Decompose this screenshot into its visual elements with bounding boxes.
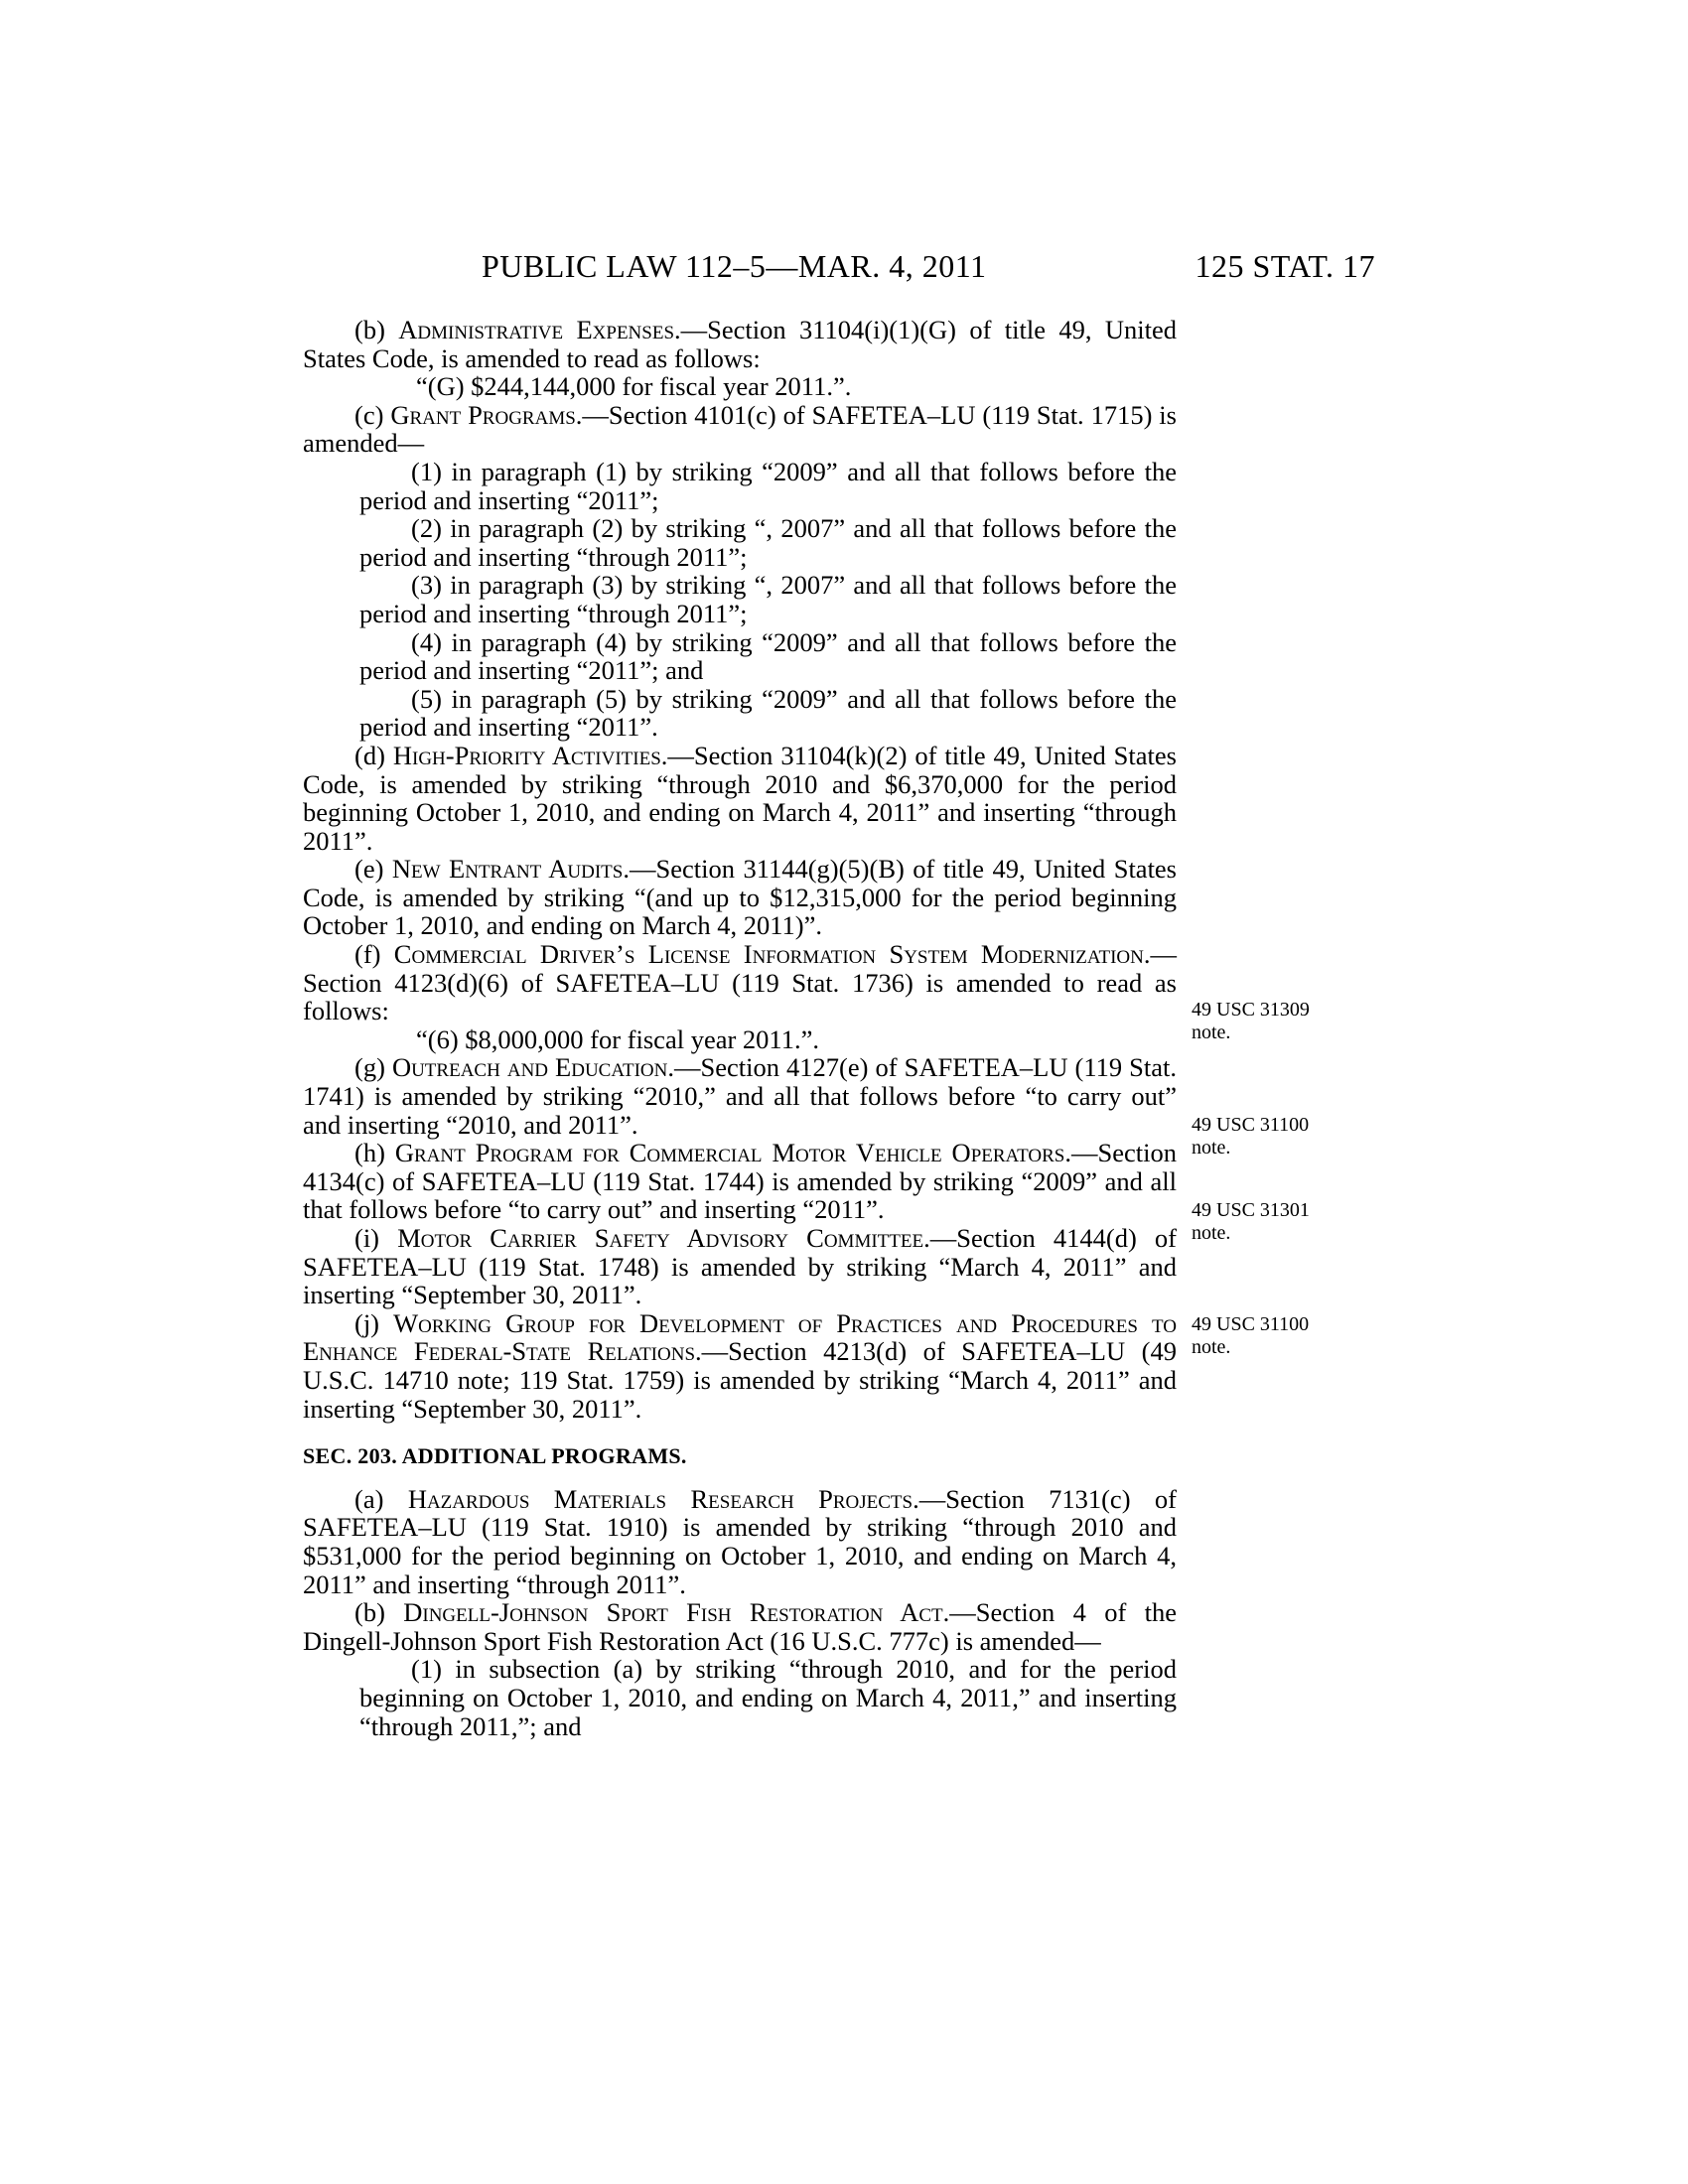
paragraph-c4: (4) in paragraph (4) by striking “2009” and all that follows before the period and inserting “2011”; and — [359, 626, 1177, 686]
quote-b: “(G) $244,144,000 for fiscal year 2011.”. — [416, 371, 852, 402]
page-header — [303, 248, 1375, 288]
paragraph-i: (i) Motor Carrier Safety Advisory Committee.—Section 4144(d) of SAFETEA–LU (119 Stat. 1748) is amended by striking “March 4, 2011” and inserting “September 30, 2011”. — [303, 1223, 1178, 1310]
section-paragraph-b: (b) Dingell-Johnson Sport Fish Restoration Act.—Section 4 of the Dingell-Johnson Sport Fish Restoration Act (16 U.S.C. 777c) is amended— — [303, 1597, 1177, 1656]
margin-note-3: 49 USC 31301 note. — [1192, 1199, 1310, 1244]
paragraph-c1: (1) in paragraph (1) by striking “2009” and all that follows before the period and inserting “2011”; — [359, 456, 1177, 515]
margin-note-2: 49 USC 31100 note. — [1192, 1114, 1310, 1159]
body-text — [303, 316, 1177, 1740]
paragraph-c3: (3) in paragraph (3) by striking “, 2007” and all that follows before the period and inserting “through 2011”; — [359, 570, 1177, 628]
paragraph-g: (g) Outreach and Education.—Section 4127(e) of SAFETEA–LU (119 Stat. 1741) is amended by striking “2010,” and all that follows before “to carry out” and inserting “2010, and 2011”. — [303, 1052, 1177, 1140]
paragraph-j: (j) Working Group for Development of Practices and Procedures to Enhance Federal-State Relations.—Section 4213(d) of SAFETEA–LU (49 U.S.C. 14710 note; 119 Stat. 1759) is amended by striking “March 4, 2011” and inserting “September 30, 2011”. — [303, 1307, 1178, 1424]
section-heading: SEC. 203. ADDITIONAL PROGRAMS. — [303, 1443, 687, 1469]
section-paragraph-b1: (1) in subsection (a) by striking “through 2010, and for the period beginning on October 1, 2010, and ending on March 4, 2011,” and inserting “through 2011,”; and — [359, 1654, 1177, 1741]
paragraph-d: (d) High-Priority Activities.—Section 31104(k)(2) of title 49, United States Code, is amended by striking “through 2010 and $6,370,000 for the period beginning October 1, 2010, and ending on March 4, 2011” and inserting “through 2011”. — [303, 740, 1177, 856]
paragraph-e: (e) New Entrant Audits.—Section 31144(g)(5)(B) of title 49, United States Code, is amended by striking “(and up to $12,315,000 for the period beginning October 1, 2010, and ending on March 4, 2011)”. — [303, 854, 1177, 941]
running-title: PUBLIC LAW 112–5—MAR. 4, 2011 — [482, 248, 987, 284]
margin-note-1: 49 USC 31309 note. — [1192, 999, 1310, 1043]
paragraph-f: (f) Commercial Driver’s License Information System Modernization.—Section 4123(d)(6) of SAFETEA–LU (119 Stat. 1736) is amended to read as follows: — [303, 939, 1177, 1026]
paragraph-h: (h) Grant Program for Commercial Motor Vehicle Operators.—Section 4134(c) of SAFETEA–LU (119 Stat. 1744) is amended by striking “2009” and all that follows before “to carry out” and inserting “2011”. — [303, 1138, 1177, 1225]
quote-f: “(6) $8,000,000 for fiscal year 2011.”. — [416, 1024, 819, 1054]
paragraph-c5: (5) in paragraph (5) by striking “2009” and all that follows before the period and inserting “2011”. — [359, 683, 1177, 743]
paragraph-c: (c) Grant Programs.—Section 4101(c) of SAFETEA–LU (119 Stat. 1715) is amended— — [303, 399, 1177, 459]
statute-page-number: 125 STAT. 17 — [1195, 248, 1375, 284]
paragraph-c2: (2) in paragraph (2) by striking “, 2007” and all that follows before the period and inserting “through 2011”; — [359, 513, 1177, 572]
paragraph-b: (b) Administrative Expenses.—Section 31104(i)(1)(G) of title 49, United States Code, is amended to read as follows: — [303, 315, 1177, 373]
margin-note-4: 49 USC 31100 note. — [1192, 1313, 1310, 1358]
section-paragraph-a: (a) Hazardous Materials Research Projects.—Section 7131(c) of SAFETEA–LU (119 Stat. 1910) is amended by striking “through 2010 and $531,000 for the period beginning on October 1, 2010, and ending on March 4, 2011” and inserting “through 2011”. — [303, 1483, 1177, 1599]
